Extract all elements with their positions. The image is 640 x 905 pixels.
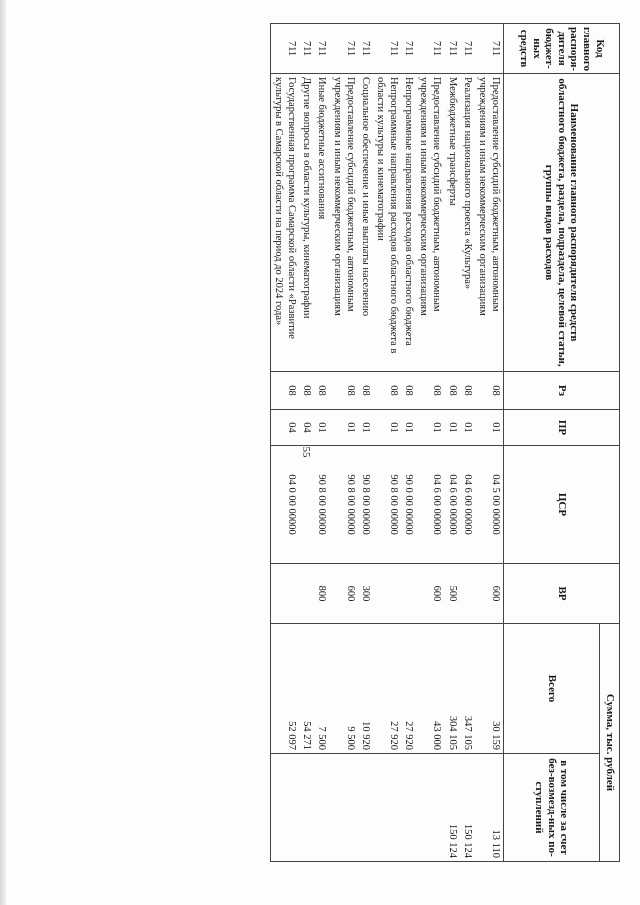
cell-pr: 01 xyxy=(314,410,329,446)
cell-total: 9 500 xyxy=(330,624,358,754)
cell-pr: 01 xyxy=(401,410,416,446)
cell-code: 711 xyxy=(330,24,358,74)
cell-vr: 600 xyxy=(330,564,358,624)
cell-vr: 600 xyxy=(475,564,504,624)
cell-total: 30 159 xyxy=(475,624,504,754)
cell-total: 10 920 xyxy=(358,624,373,754)
cell-rz: 08 xyxy=(314,372,329,410)
cell-name: Предоставление субсидий бюджетным, автономным учреждениям и иным некоммерческим организациям xyxy=(475,74,504,372)
cell-vr: 800 xyxy=(314,564,329,624)
cell-gratuitous xyxy=(271,754,300,862)
cell-code: 711 xyxy=(299,24,314,74)
rotated-table-canvas xyxy=(64,23,620,861)
table-body xyxy=(271,24,504,862)
cell-csr: 04 6 00 00000 xyxy=(445,446,460,564)
cell-rz: 08 xyxy=(330,372,358,410)
cell-vr xyxy=(401,564,416,624)
cell-total: 52 097 xyxy=(271,624,300,754)
cell-csr: 90 0 00 00000 xyxy=(401,446,416,564)
cell-csr: 04 0 00 00000 xyxy=(271,446,300,564)
cell-vr: 600 xyxy=(416,564,444,624)
cell-name: Социальное обеспечение и иные выплаты населению xyxy=(358,74,373,372)
budget-table xyxy=(270,23,620,862)
header-total: Всего xyxy=(504,624,600,754)
cell-name: Непрограммные направления расходов областного бюджета в области культуры и кинематографии xyxy=(373,74,401,372)
scan-edge-shadow xyxy=(0,0,6,905)
cell-code: 711 xyxy=(460,24,475,74)
header-csr: ЦСР xyxy=(504,446,620,564)
header-sum-group: Сумма, тыс. рублей xyxy=(600,624,620,862)
cell-pr: 04 xyxy=(271,410,300,446)
cell-vr: 500 xyxy=(445,564,460,624)
cell-pr: 01 xyxy=(460,410,475,446)
cell-name: Предоставление субсидий бюджетным, автономным учреждениям и иным некоммерческим организациям xyxy=(330,74,358,372)
table-row xyxy=(358,24,373,862)
header-pr: ПР xyxy=(504,410,620,446)
cell-code: 711 xyxy=(416,24,444,74)
cell-code: 711 xyxy=(314,24,329,74)
cell-total: 27 920 xyxy=(401,624,416,754)
cell-code: 711 xyxy=(475,24,504,74)
cell-rz: 08 xyxy=(445,372,460,410)
cell-gratuitous: 13 110 xyxy=(475,754,504,862)
table-row xyxy=(330,24,358,862)
table-row xyxy=(271,24,300,862)
cell-pr: 01 xyxy=(475,410,504,446)
cell-total: 347 105 xyxy=(460,624,475,754)
cell-csr: 90 8 00 00000 xyxy=(314,446,329,564)
cell-code: 711 xyxy=(358,24,373,74)
cell-code: 711 xyxy=(373,24,401,74)
header-rz: Рз xyxy=(504,372,620,410)
cell-csr xyxy=(299,446,314,564)
table-header xyxy=(504,24,620,862)
header-vr: ВР xyxy=(504,564,620,624)
table-row xyxy=(416,24,444,862)
cell-csr: 04 5 00 00000 xyxy=(475,446,504,564)
cell-pr: 01 xyxy=(330,410,358,446)
cell-gratuitous xyxy=(401,754,416,862)
cell-rz: 08 xyxy=(475,372,504,410)
cell-csr: 90 8 00 00000 xyxy=(358,446,373,564)
page-number: 55 xyxy=(300,446,312,458)
cell-name: Межбюджетные трансферты xyxy=(445,74,460,372)
cell-rz: 08 xyxy=(358,372,373,410)
cell-name: Предоставление субсидий бюджетным, автономным учреждениям и иным некоммерческим организациям xyxy=(416,74,444,372)
header-code: Код главного распоря-дителя бюджет-ных средств xyxy=(504,24,620,74)
table-row xyxy=(314,24,329,862)
header-gratuitous: в том числе за счет без-возмезд-ных по-ступлений xyxy=(504,754,600,862)
header-name: Наименование главного распорядителя средств областного бюджета, раздела, подраздела, целевой статьи, группы видов расходов xyxy=(504,74,620,372)
cell-gratuitous xyxy=(373,754,401,862)
cell-code: 711 xyxy=(271,24,300,74)
cell-pr: 01 xyxy=(416,410,444,446)
table-row xyxy=(401,24,416,862)
cell-csr: 90 8 00 00000 xyxy=(373,446,401,564)
cell-gratuitous: 150 124 xyxy=(460,754,475,862)
cell-gratuitous xyxy=(416,754,444,862)
cell-name: Другие вопросы в области культуры, кинематографии xyxy=(299,74,314,372)
cell-gratuitous xyxy=(314,754,329,862)
cell-total: 304 105 xyxy=(445,624,460,754)
cell-rz: 08 xyxy=(416,372,444,410)
cell-total: 43 000 xyxy=(416,624,444,754)
cell-csr: 90 8 00 00000 xyxy=(330,446,358,564)
cell-name: Непрограммные направления расходов областного бюджета xyxy=(401,74,416,372)
cell-name: Иные бюджетные ассигнования xyxy=(314,74,329,372)
cell-rz: 08 xyxy=(401,372,416,410)
cell-name: Государственная программа Самарской области «Развитие культуры в Самарской области на период до 2024 года» xyxy=(271,74,300,372)
table-row xyxy=(445,24,460,862)
cell-pr: 01 xyxy=(358,410,373,446)
cell-gratuitous: 150 124 xyxy=(445,754,460,862)
cell-rz: 08 xyxy=(299,372,314,410)
cell-pr: 04 xyxy=(299,410,314,446)
cell-code: 711 xyxy=(401,24,416,74)
table-row xyxy=(475,24,504,862)
cell-total: 54 271 xyxy=(299,624,314,754)
cell-total: 7 500 xyxy=(314,624,329,754)
cell-rz: 08 xyxy=(460,372,475,410)
cell-rz: 08 xyxy=(271,372,300,410)
cell-pr: 01 xyxy=(373,410,401,446)
cell-code: 711 xyxy=(445,24,460,74)
table-row xyxy=(460,24,475,862)
cell-vr xyxy=(271,564,300,624)
table-row xyxy=(373,24,401,862)
cell-csr: 04 6 00 00000 xyxy=(416,446,444,564)
cell-vr: 300 xyxy=(358,564,373,624)
cell-gratuitous xyxy=(358,754,373,862)
cell-gratuitous xyxy=(299,754,314,862)
cell-gratuitous xyxy=(330,754,358,862)
cell-csr: 04 6 00 00000 xyxy=(460,446,475,564)
cell-pr: 01 xyxy=(445,410,460,446)
cell-vr xyxy=(373,564,401,624)
cell-vr xyxy=(299,564,314,624)
table-row xyxy=(299,24,314,862)
cell-rz: 08 xyxy=(373,372,401,410)
cell-vr xyxy=(460,564,475,624)
cell-total: 27 920 xyxy=(373,624,401,754)
cell-name: Реализация национального проекта «Культура» xyxy=(460,74,475,372)
